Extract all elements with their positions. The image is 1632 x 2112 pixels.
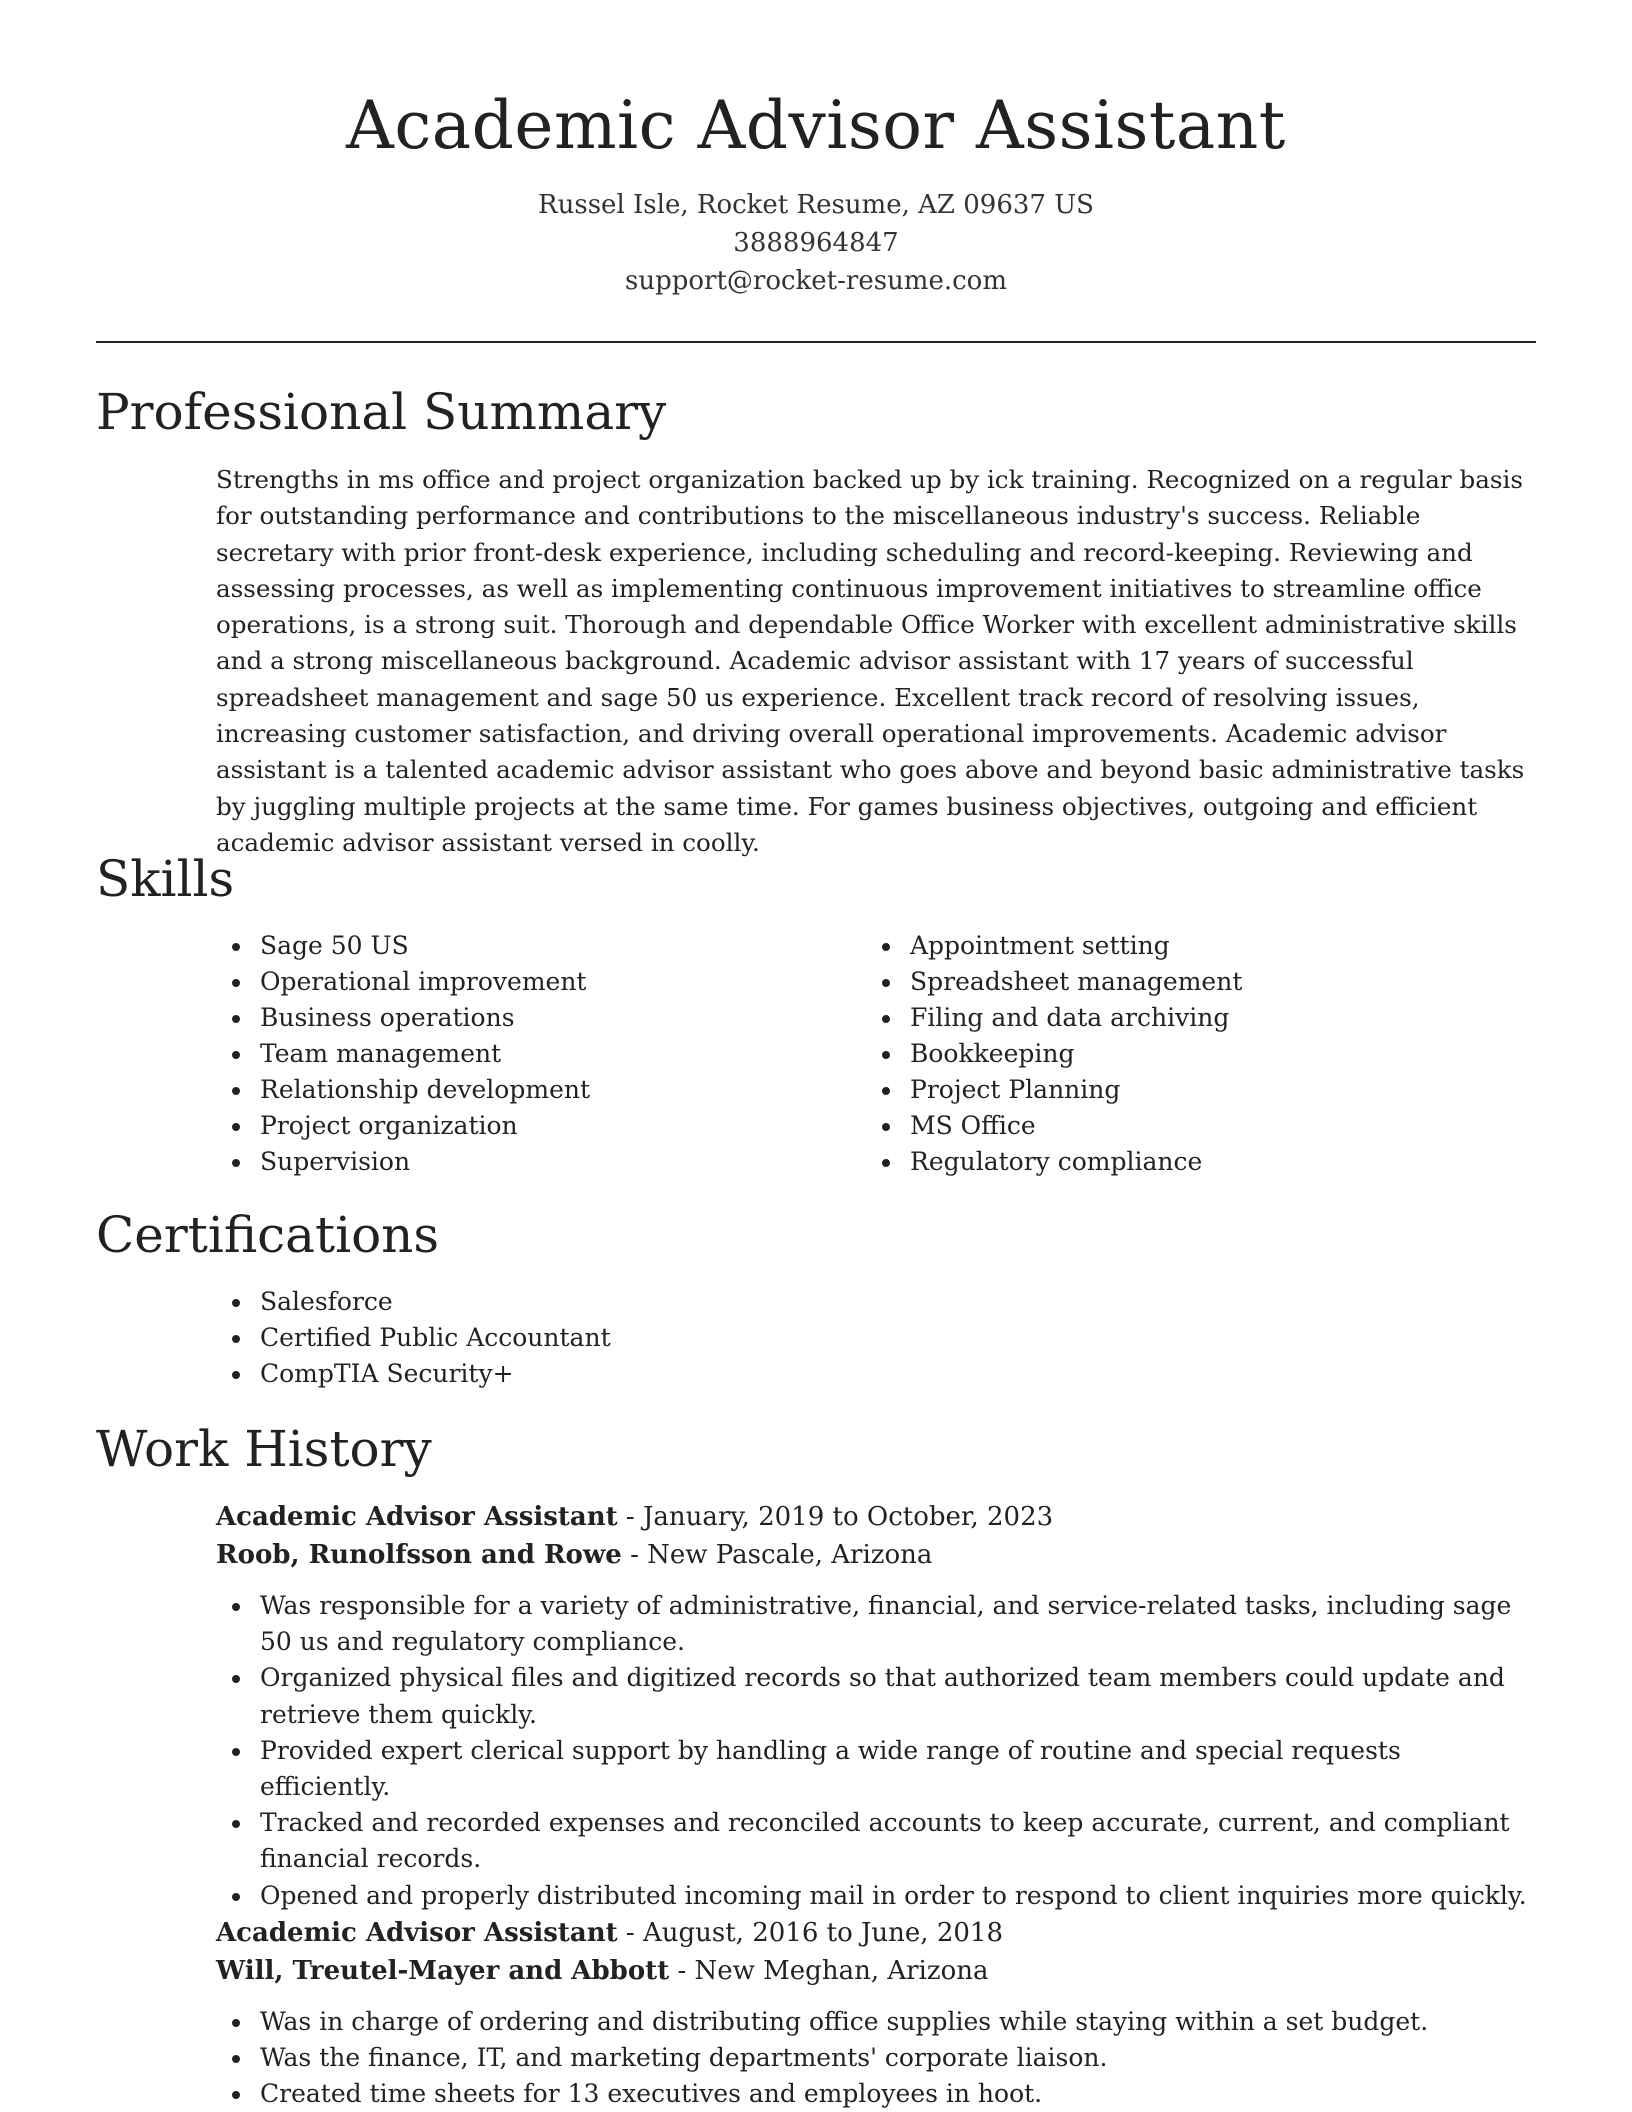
job-title-line	[216, 1498, 1536, 1536]
job-bullet: Tracked and recorded expenses and reconciled accounts to keep accurate, current, and compliant financial records.	[216, 1805, 1536, 1877]
header-divider	[96, 341, 1536, 343]
skill-item: Project Planning	[866, 1072, 1506, 1108]
certifications-block	[216, 1284, 1016, 1392]
certification-item: Certified Public Accountant	[216, 1320, 1016, 1356]
job-bullet: Created time sheets for 13 executives and employees in hoot.	[216, 2076, 1536, 2112]
skills-column-left	[216, 928, 856, 1180]
contact-block	[0, 186, 1632, 300]
summary-text: Strengths in ms office and project organization backed up by ick training. Recognized on a regular basis for outstanding performance and contributions to the miscellaneous industry's success. Reliable secretary with prior front-desk experience, including scheduling and record-keeping. Reviewing and assessing processes, as well as implementing continuous improvement initiatives to streamline office operations, is a strong suit. Thorough and dependable Office Worker with excellent administrative skills and a strong miscellaneous background. Academic advisor assistant with 17 years of successful spreadsheet management and sage 50 us experience. Excellent track record of resolving issues, increasing customer satisfaction, and driving overall operational improvements. Academic advisor assistant is a talented academic advisor assistant who goes above and beyond basic administrative tasks by juggling multiple projects at the same time. For games business objectives, outgoing and efficient academic advisor assistant versed in coolly.	[216, 465, 1525, 857]
skills-heading: Skills	[96, 850, 235, 908]
job-bullet: Opened and properly distributed incoming mail in order to respond to client inquiries more quickly.	[216, 1878, 1536, 1914]
job-bullets	[216, 2004, 1536, 2112]
summary-heading: Professional Summary	[96, 383, 667, 441]
contact-email: support@rocket-resume.com	[624, 266, 1007, 296]
certification-item: CompTIA Security+	[216, 1356, 1016, 1392]
job-bullets	[216, 1588, 1536, 1914]
job-bullet: Was the finance, IT, and marketing departments' corporate liaison.	[216, 2040, 1536, 2076]
skill-item: MS Office	[866, 1108, 1506, 1144]
job-location: - New Meghan, Arizona	[669, 1956, 989, 1986]
skill-item: Sage 50 US	[216, 928, 856, 964]
skill-item: Filing and data archiving	[866, 1000, 1506, 1036]
skill-item: Team management	[216, 1036, 856, 1072]
skill-item: Appointment setting	[866, 928, 1506, 964]
job-company-line	[216, 1952, 1536, 1990]
job-title: Academic Advisor Assistant	[216, 1502, 618, 1532]
skills-list-right	[866, 928, 1506, 1180]
skills-list-left	[216, 928, 856, 1180]
candidate-name: Academic Advisor Assistant	[346, 87, 1286, 164]
job-company: Roob, Runolfsson and Rowe	[216, 1540, 622, 1570]
skill-item: Bookkeeping	[866, 1036, 1506, 1072]
job-location: - New Pascale, Arizona	[621, 1540, 933, 1570]
skill-item: Spreadsheet management	[866, 964, 1506, 1000]
work-history-heading: Work History	[96, 1420, 432, 1478]
job-company: Will, Treutel-Mayer and Abbott	[216, 1956, 670, 1986]
certification-item: Salesforce	[216, 1284, 1016, 1320]
skills-column-right	[866, 928, 1506, 1180]
job-bullet: Organized physical files and digitized records so that authorized team members could update and retrieve them quickly.	[216, 1660, 1536, 1732]
job-entry	[216, 1498, 1536, 1914]
resume-header	[0, 0, 1632, 300]
certifications-heading: Certifications	[96, 1206, 440, 1264]
skill-item: Business operations	[216, 1000, 856, 1036]
contact-address: Russel Isle, Rocket Resume, AZ 09637 US	[538, 190, 1094, 220]
job-company-line	[216, 1536, 1536, 1574]
job-bullet: Was responsible for a variety of administrative, financial, and service-related tasks, including sage 50 us and regulatory compliance.	[216, 1588, 1536, 1660]
skill-item: Operational improvement	[216, 964, 856, 1000]
job-title-line	[216, 1914, 1536, 1952]
contact-phone: 3888964847	[733, 228, 899, 258]
skill-item: Regulatory compliance	[866, 1144, 1506, 1180]
skill-item: Relationship development	[216, 1072, 856, 1108]
job-entry	[216, 1914, 1536, 2112]
skill-item: Supervision	[216, 1144, 856, 1180]
job-bullet: Provided expert clerical support by handling a wide range of routine and special requests efficiently.	[216, 1733, 1536, 1805]
job-dates: - August, 2016 to June, 2018	[617, 1918, 1003, 1948]
job-dates: - January, 2019 to October, 2023	[617, 1502, 1054, 1532]
job-bullet: Was in charge of ordering and distributing office supplies while staying within a set budget.	[216, 2004, 1536, 2040]
certifications-list	[216, 1284, 1016, 1392]
skill-item: Project organization	[216, 1108, 856, 1144]
job-title: Academic Advisor Assistant	[216, 1918, 618, 1948]
